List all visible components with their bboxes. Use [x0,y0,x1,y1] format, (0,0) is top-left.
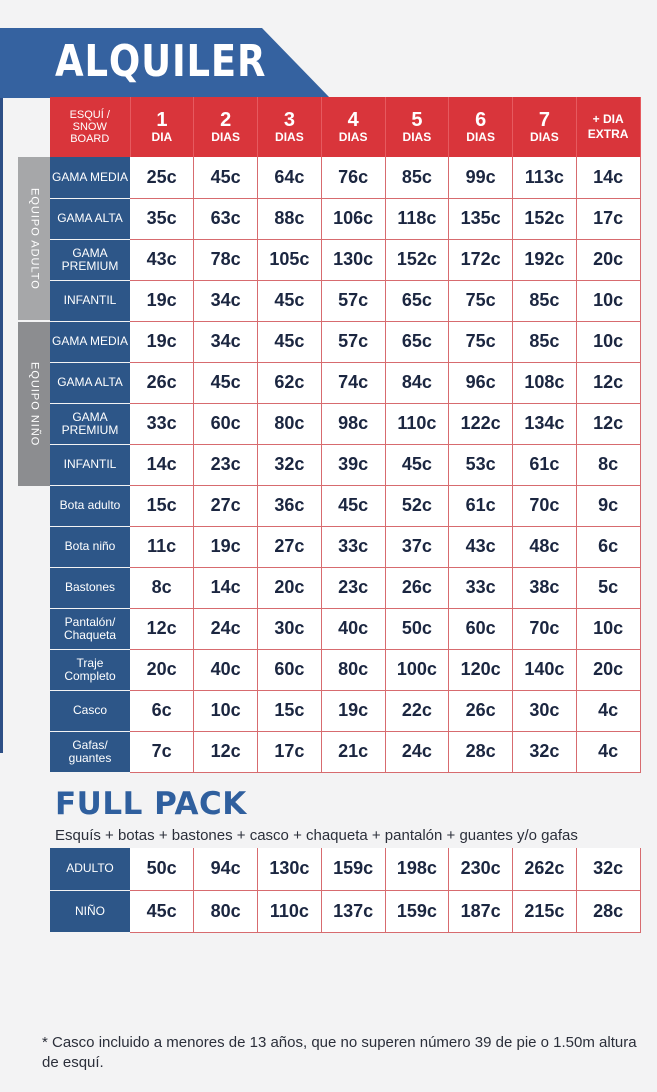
price-cell: 130c [258,848,322,890]
price-cell: 80c [258,403,322,444]
price-cell: 32c [576,848,640,890]
price-cell: 99c [449,157,513,198]
price-cell: 26c [130,362,194,403]
price-cell: 78c [194,239,258,280]
price-cell: 262c [513,848,577,890]
table-row [50,567,640,608]
table-row [50,444,640,485]
price-cell: 8c [130,567,194,608]
row-label: GAMA PREMIUM [50,239,130,280]
price-cell: 192c [513,239,577,280]
price-cell: 39c [321,444,385,485]
row-label: Bota niño [50,526,130,567]
price-cell: 19c [130,321,194,362]
price-cell: 24c [385,731,449,772]
price-cell: 65c [385,321,449,362]
price-cell: 45c [258,280,322,321]
table-row [50,526,640,567]
price-cell: 4c [576,731,640,772]
header-day-5: 5 DIAS [385,97,449,157]
header-day-6: 6 DIAS [449,97,513,157]
price-cell: 98c [321,403,385,444]
price-cell: 120c [449,649,513,690]
table-row [50,649,640,690]
price-cell: 94c [194,848,258,890]
price-cell: 64c [258,157,322,198]
page-title: ALQUILER [55,36,267,87]
price-cell: 61c [513,444,577,485]
price-cell: 27c [258,526,322,567]
price-cell: 26c [449,690,513,731]
price-cell: 21c [321,731,385,772]
price-cell: 14c [194,567,258,608]
header-day-7: 7 DIAS [513,97,577,157]
price-cell: 187c [449,890,513,932]
price-cell: 20c [576,239,640,280]
price-cell: 70c [513,485,577,526]
row-label: GAMA PREMIUM [50,403,130,444]
header-corner: ESQUÍ / SNOW BOARD [50,97,130,157]
table-row [50,608,640,649]
price-cell: 38c [513,567,577,608]
price-cell: 24c [194,608,258,649]
price-cell: 33c [321,526,385,567]
table-row [50,321,640,362]
price-cell: 12c [576,362,640,403]
price-cell: 14c [576,157,640,198]
price-cell: 113c [513,157,577,198]
price-cell: 110c [385,403,449,444]
price-cell: 45c [258,321,322,362]
price-cell: 130c [321,239,385,280]
price-cell: 75c [449,280,513,321]
price-cell: 10c [194,690,258,731]
price-cell: 10c [576,280,640,321]
price-cell: 63c [194,198,258,239]
row-label: GAMA ALTA [50,198,130,239]
table-row [50,239,640,280]
row-label: Gafas/ guantes [50,731,130,772]
price-cell: 50c [130,848,194,890]
table-row [50,403,640,444]
row-label: Traje Completo [50,649,130,690]
price-cell: 80c [194,890,258,932]
rental-price-table [50,97,641,773]
price-cell: 122c [449,403,513,444]
row-label: Casco [50,690,130,731]
header-day-3: 3 DIAS [258,97,322,157]
price-cell: 53c [449,444,513,485]
price-cell: 45c [194,362,258,403]
price-cell: 85c [513,321,577,362]
price-cell: 45c [130,890,194,932]
price-cell: 15c [258,690,322,731]
price-cell: 34c [194,280,258,321]
price-cell: 85c [513,280,577,321]
price-cell: 17c [576,198,640,239]
table-row [50,690,640,731]
price-cell: 40c [321,608,385,649]
price-cell: 23c [321,567,385,608]
price-cell: 60c [449,608,513,649]
price-cell: 105c [258,239,322,280]
price-cell: 215c [513,890,577,932]
price-cell: 10c [576,608,640,649]
price-cell: 76c [321,157,385,198]
table-row [50,157,640,198]
price-cell: 70c [513,608,577,649]
price-cell: 28c [576,890,640,932]
price-cell: 198c [385,848,449,890]
price-cell: 19c [194,526,258,567]
price-cell: 52c [385,485,449,526]
price-cell: 19c [321,690,385,731]
full-pack-subtitle: Esquís + botas + bastones + casco + chaqueta + pantalón + guantes y/o gafas [55,827,578,844]
price-cell: 43c [130,239,194,280]
price-cell: 12c [194,731,258,772]
price-cell: 35c [130,198,194,239]
price-cell: 43c [449,526,513,567]
table-row [50,731,640,772]
left-accent-bar [0,28,3,753]
price-cell: 57c [321,321,385,362]
table-row [50,890,640,932]
header-day-4: 4 DIAS [321,97,385,157]
price-cell: 33c [130,403,194,444]
price-cell: 5c [576,567,640,608]
price-cell: 30c [258,608,322,649]
price-cell: 137c [321,890,385,932]
price-cell: 152c [513,198,577,239]
price-cell: 10c [576,321,640,362]
price-cell: 96c [449,362,513,403]
price-cell: 20c [258,567,322,608]
price-cell: 6c [576,526,640,567]
price-cell: 32c [513,731,577,772]
price-cell: 34c [194,321,258,362]
price-cell: 11c [130,526,194,567]
row-label: Bastones [50,567,130,608]
row-label: INFANTIL [50,280,130,321]
price-cell: 159c [321,848,385,890]
price-cell: 61c [449,485,513,526]
full-pack-title: FULL PACK [55,786,247,822]
price-cell: 6c [130,690,194,731]
price-cell: 65c [385,280,449,321]
price-cell: 60c [194,403,258,444]
header-extra-day: + DIA EXTRA [576,97,640,157]
price-cell: 135c [449,198,513,239]
price-cell: 230c [449,848,513,890]
price-cell: 118c [385,198,449,239]
price-cell: 45c [321,485,385,526]
price-cell: 140c [513,649,577,690]
price-cell: 106c [321,198,385,239]
price-cell: 30c [513,690,577,731]
price-cell: 4c [576,690,640,731]
table-row [50,848,640,890]
price-cell: 20c [576,649,640,690]
row-label: GAMA MEDIA [50,157,130,198]
table-row [50,485,640,526]
price-cell: 27c [194,485,258,526]
price-cell: 152c [385,239,449,280]
price-cell: 23c [194,444,258,485]
price-cell: 48c [513,526,577,567]
header-day-2: 2 DIAS [194,97,258,157]
header-day-1: 1 DIA [130,97,194,157]
table-row [50,280,640,321]
price-cell: 22c [385,690,449,731]
price-cell: 20c [130,649,194,690]
price-cell: 25c [130,157,194,198]
row-label: Pantalón/ Chaqueta [50,608,130,649]
price-cell: 17c [258,731,322,772]
price-cell: 36c [258,485,322,526]
price-cell: 88c [258,198,322,239]
price-cell: 100c [385,649,449,690]
table-header-row [50,97,640,157]
price-cell: 85c [385,157,449,198]
price-cell: 45c [385,444,449,485]
group-label-adult: EQUIPO ADULTO [28,187,41,290]
price-cell: 50c [385,608,449,649]
price-cell: 110c [258,890,322,932]
price-cell: 75c [449,321,513,362]
price-cell: 62c [258,362,322,403]
price-cell: 8c [576,444,640,485]
price-cell: 40c [194,649,258,690]
row-label: GAMA MEDIA [50,321,130,362]
price-cell: 14c [130,444,194,485]
price-cell: 7c [130,731,194,772]
price-cell: 37c [385,526,449,567]
price-cell: 9c [576,485,640,526]
price-cell: 134c [513,403,577,444]
price-cell: 84c [385,362,449,403]
price-cell: 26c [385,567,449,608]
price-cell: 45c [194,157,258,198]
table-row [50,362,640,403]
price-cell: 28c [449,731,513,772]
price-cell: 19c [130,280,194,321]
full-pack-table [50,848,641,933]
table-row [50,198,640,239]
price-cell: 12c [576,403,640,444]
price-cell: 74c [321,362,385,403]
row-label: Bota adulto [50,485,130,526]
price-cell: 15c [130,485,194,526]
price-cell: 172c [449,239,513,280]
price-cell: 12c [130,608,194,649]
row-label: ADULTO [50,848,130,890]
price-cell: 32c [258,444,322,485]
price-cell: 60c [258,649,322,690]
price-cell: 33c [449,567,513,608]
price-cell: 80c [321,649,385,690]
price-cell: 108c [513,362,577,403]
price-cell: 159c [385,890,449,932]
row-label: NIÑO [50,890,130,932]
footnote: * Casco incluido a menores de 13 años, que no superen número 39 de pie o 1.50m altura de esquí. [42,1034,637,1071]
group-label-child: EQUIPO NIÑO [28,361,41,447]
price-cell: 57c [321,280,385,321]
row-label: GAMA ALTA [50,362,130,403]
row-label: INFANTIL [50,444,130,485]
